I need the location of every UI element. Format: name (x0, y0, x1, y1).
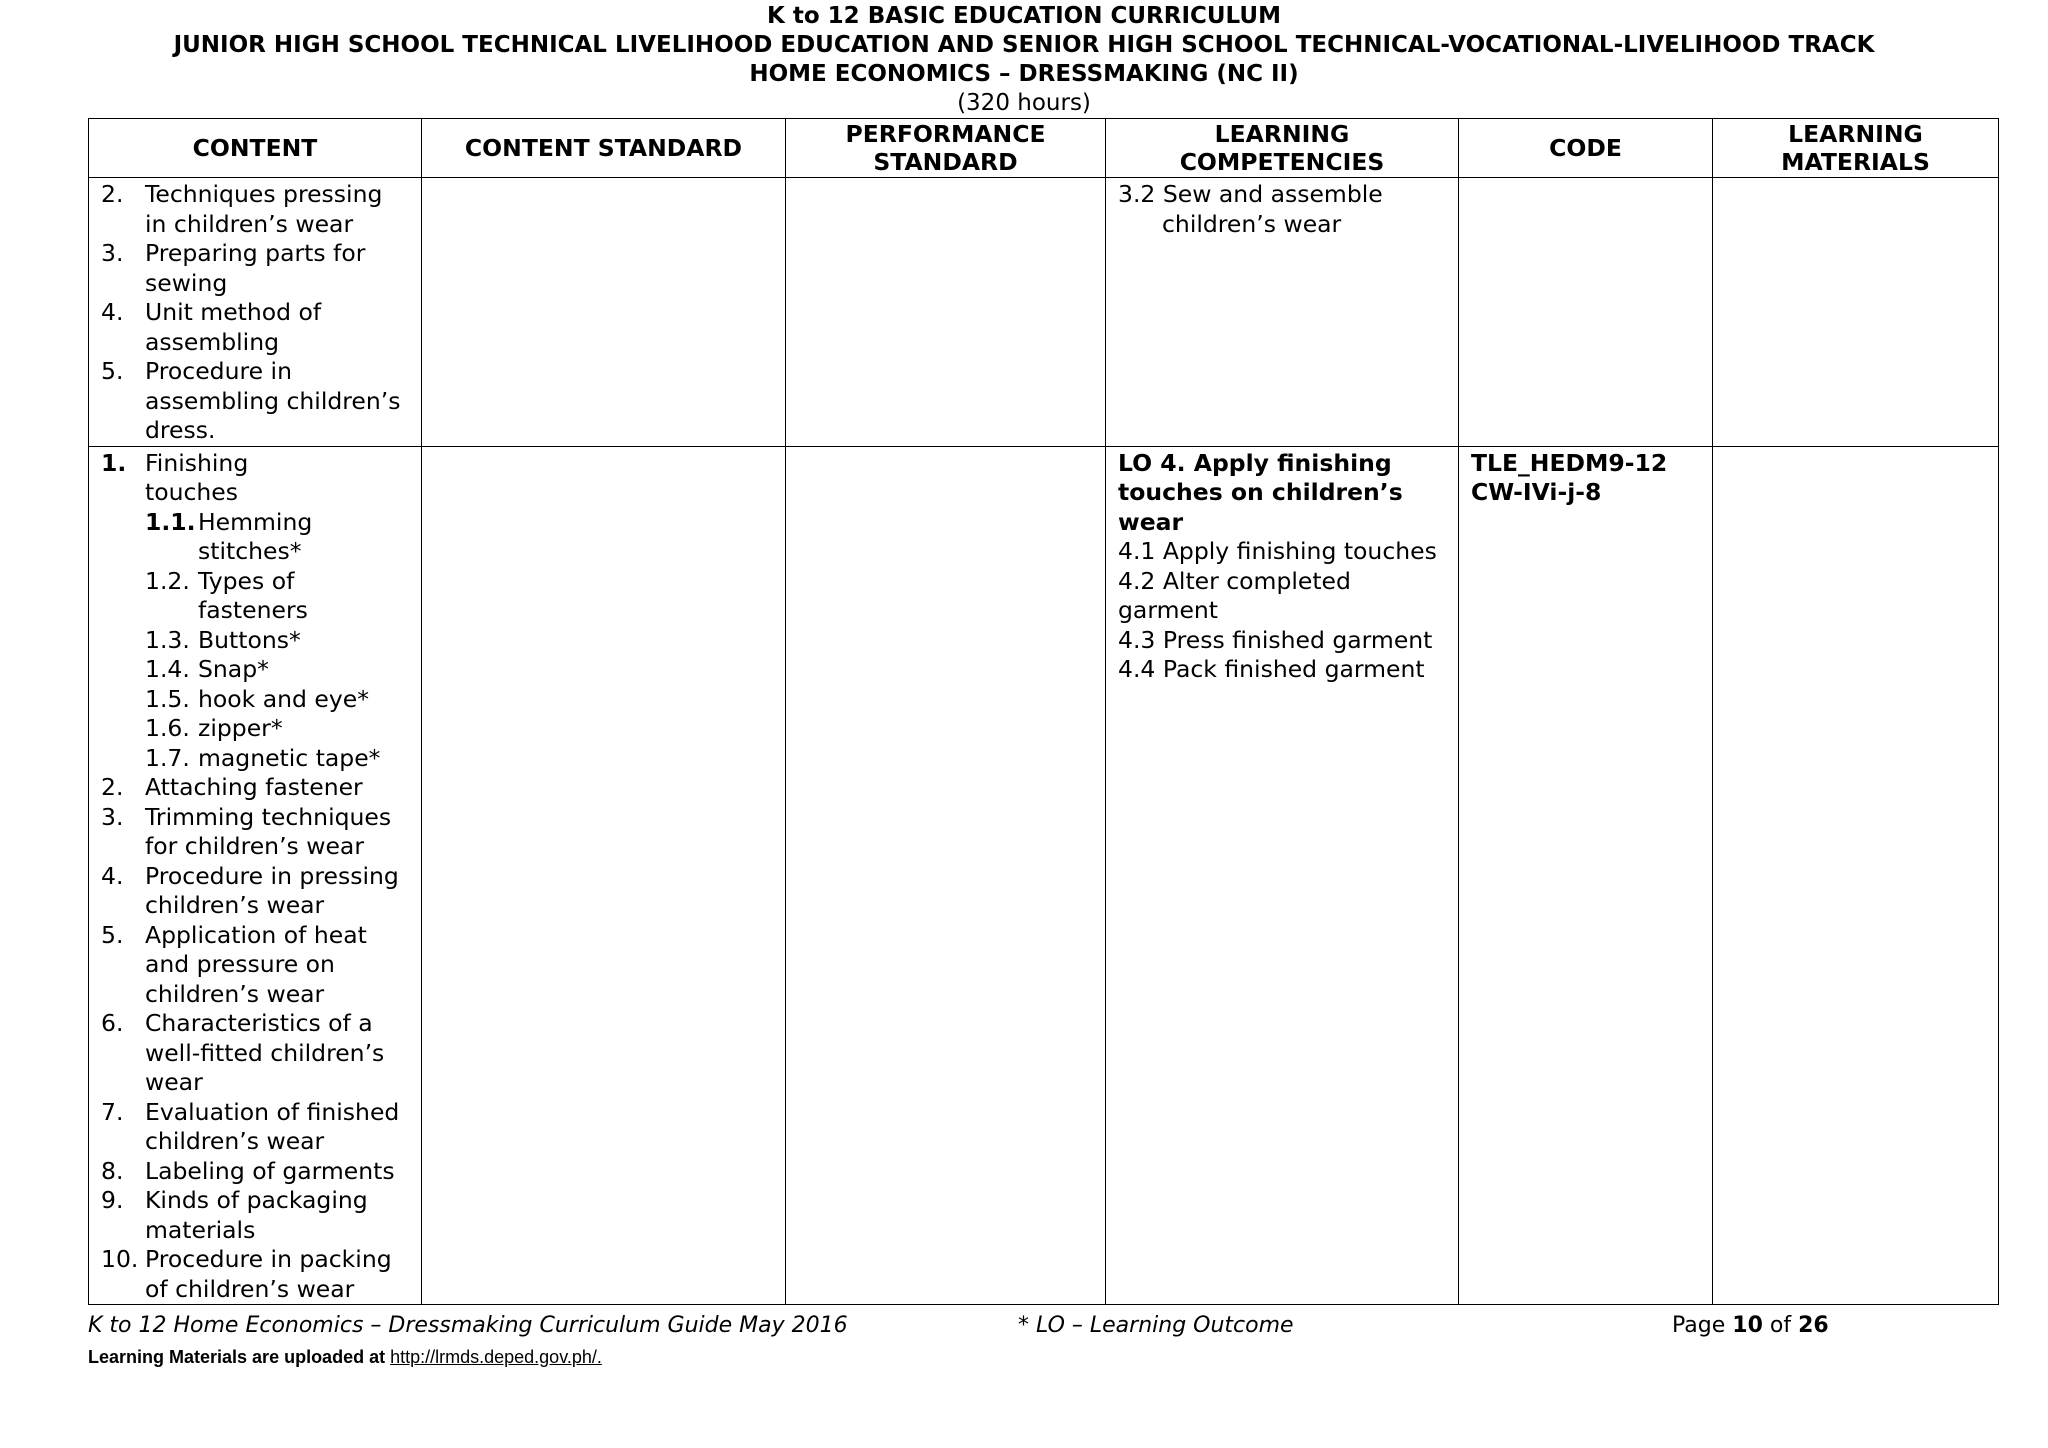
list-text: Kinds of packaging materials (145, 1186, 368, 1244)
list-item (101, 921, 411, 1010)
list-number: 1.5. (145, 684, 190, 713)
performance-standard-cell (786, 178, 1106, 447)
list-text: zipper* (198, 714, 283, 742)
list-item (145, 626, 411, 656)
list-text: Characteristics of a well-fitted children’s wear (145, 1009, 385, 1096)
list-text: Labeling of garments (145, 1156, 395, 1185)
competency-item: 3.2 Sew and assemble children’s wear (1118, 180, 1383, 238)
list-item (101, 357, 411, 446)
list-item (145, 685, 411, 715)
col-header-performance-standard: PERFORMANCE STANDARD (786, 119, 1106, 178)
list-number: 2. (101, 180, 124, 208)
table-row (89, 446, 1999, 1305)
header-program: HOME ECONOMICS – DRESSMAKING (NC II) (749, 61, 1299, 87)
sub-list (145, 508, 411, 774)
list-number: 1.1. (145, 507, 196, 536)
list-item (101, 449, 411, 774)
col-header-learning-competencies: LEARNING COMPETENCIES (1106, 119, 1459, 178)
list-text: Snap* (198, 655, 269, 683)
list-number: 4. (101, 861, 124, 890)
list-number: 9. (101, 1186, 124, 1214)
competency-cell (1106, 446, 1459, 1305)
competency-item: 4.3 Press finished garment (1118, 625, 1433, 654)
list-item (101, 298, 411, 357)
list-number: 10. (101, 1245, 139, 1273)
content-list (101, 773, 411, 1304)
list-text: Evaluation of finished children’s wear (145, 1097, 400, 1155)
list-item (145, 508, 411, 567)
list-item (101, 1009, 411, 1098)
content-list (101, 449, 411, 774)
list-number: 5. (101, 357, 124, 385)
list-item (101, 180, 411, 239)
list-item (101, 239, 411, 298)
list-text: Procedure in assembling children’s dress. (145, 357, 401, 444)
list-item (101, 1186, 411, 1245)
competency-item: 4.2 Alter completed garment (1118, 566, 1351, 624)
footer-lo-note: * LO – Learning Outcome (1018, 1313, 1294, 1338)
list-item (145, 744, 411, 774)
footer-learning-materials (88, 1347, 602, 1368)
page-current: 10 (1732, 1313, 1763, 1338)
competency-list (1118, 537, 1448, 685)
page-prefix: Page (1672, 1313, 1733, 1338)
list-text: Application of heat and pressure on children’s wear (145, 920, 367, 1008)
lrmds-link[interactable]: http://lrmds.deped.gov.ph/. (390, 1347, 602, 1367)
list-number: 1. (101, 448, 127, 477)
list-item (101, 1098, 411, 1157)
performance-standard-cell (786, 446, 1106, 1305)
code-cell (1459, 446, 1713, 1305)
content-list (101, 180, 411, 446)
lm-text: Learning Materials are uploaded at (88, 1347, 391, 1367)
list-item (101, 803, 411, 862)
list-item (145, 655, 411, 685)
list-item (145, 567, 411, 626)
list-number: 1.3. (145, 625, 190, 654)
curriculum-table (88, 118, 1999, 1305)
col-header-learning-materials: LEARNING MATERIALS (1713, 119, 1999, 178)
list-text: Types of fasteners (198, 566, 308, 624)
list-text: Procedure in pressing children’s wear (145, 861, 399, 919)
list-number: 2. (101, 773, 124, 801)
list-text: Preparing parts for sewing (145, 239, 366, 297)
competency-cell (1106, 178, 1459, 447)
list-number: 1.4. (145, 655, 190, 683)
list-number: 3. (101, 802, 124, 831)
list-text: Procedure in packing of children’s wear (145, 1245, 392, 1303)
content-standard-cell (422, 178, 786, 447)
footer-guide: K to 12 Home Economics – Dressmaking Curriculum Guide May 2016 (88, 1313, 848, 1338)
list-item (145, 714, 411, 744)
table-row (89, 178, 1999, 447)
competency-code: TLE_HEDM9-12CW-IVi-j-8 (1471, 448, 1668, 506)
list-text: Techniques pressing in children’s wear (145, 180, 383, 238)
page-total: 26 (1798, 1313, 1829, 1338)
list-text: hook and eye* (198, 684, 369, 713)
list-number: 4. (101, 298, 124, 326)
header-title: K to 12 BASIC EDUCATION CURRICULUM (767, 3, 1281, 29)
list-text: Finishing touches (145, 448, 249, 506)
list-text: Trimming techniques for children’s wear (145, 802, 392, 860)
list-text: Buttons* (198, 625, 301, 654)
col-header-content-standard: CONTENT STANDARD (422, 119, 786, 178)
list-number: 6. (101, 1009, 124, 1037)
list-text: Attaching fastener (145, 773, 363, 801)
list-number: 5. (101, 920, 124, 949)
page-number (1672, 1313, 1829, 1338)
table-header-row (89, 119, 1999, 178)
col-header-content: CONTENT (89, 119, 422, 178)
list-item (101, 773, 411, 803)
list-number: 1.7. (145, 743, 190, 772)
list-number: 1.6. (145, 714, 190, 742)
list-text: Unit method of assembling (145, 298, 322, 356)
competency-item: 4.4 Pack finished garment (1118, 655, 1425, 683)
page-of: of (1762, 1313, 1799, 1338)
col-header-code: CODE (1459, 119, 1713, 178)
list-item (101, 862, 411, 921)
code-cell (1459, 178, 1713, 447)
competency-item: 4.1 Apply finishing touches (1118, 537, 1437, 565)
list-number: 8. (101, 1156, 124, 1185)
learning-outcome-title: LO 4. Apply finishing touches on children’s wear (1118, 448, 1403, 536)
header-subtitle: JUNIOR HIGH SCHOOL TECHNICAL LIVELIHOOD EDUCATION AND SENIOR HIGH SCHOOL TECHNICAL-VOCATIONAL-LIVELIHOOD TRACK (173, 32, 1875, 58)
list-number: 7. (101, 1097, 124, 1126)
list-item (101, 1245, 411, 1304)
content-cell (89, 446, 422, 1305)
list-number: 3. (101, 239, 124, 267)
list-item (101, 1157, 411, 1187)
learning-materials-cell (1713, 446, 1999, 1305)
list-text: Hemming stitches* (198, 507, 313, 565)
header-hours: (320 hours) (957, 90, 1091, 116)
list-text: magnetic tape* (198, 743, 381, 772)
list-number: 1.2. (145, 566, 190, 595)
content-cell (89, 178, 422, 447)
learning-materials-cell (1713, 178, 1999, 447)
content-standard-cell (422, 446, 786, 1305)
